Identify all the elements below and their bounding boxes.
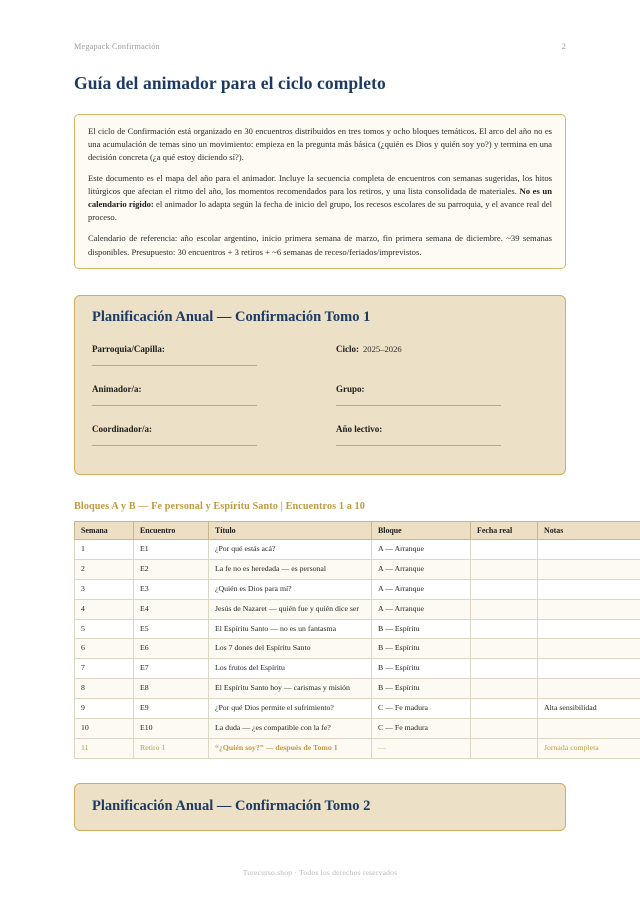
column-header-bloque: Bloque: [372, 521, 471, 539]
column-header-fecha-real: Fecha real: [471, 521, 538, 539]
cell-semana: 8: [75, 679, 134, 699]
schedule-table-body: [75, 539, 640, 758]
field-ano-lectivo-rule: [336, 445, 501, 446]
cell-encuentro: E10: [134, 719, 209, 739]
intro-paragraph-2-emphasis: No es un calendario rígido:: [88, 186, 552, 210]
cell-fecha-real[interactable]: [471, 559, 538, 579]
field-coordinador[interactable]: [92, 419, 304, 449]
table-header-row: [75, 521, 640, 539]
table-row: [75, 679, 640, 699]
cell-semana: 1: [75, 539, 134, 559]
cell-bloque: A — Arranque: [372, 539, 471, 559]
cell-notas[interactable]: [538, 579, 640, 599]
cell-fecha-real[interactable]: [471, 639, 538, 659]
schedule-table: [74, 521, 640, 759]
field-ciclo-rule: [336, 365, 501, 366]
cell-fecha-real[interactable]: [471, 699, 538, 719]
cell-titulo: El Espíritu Santo hoy — carismas y misión: [209, 679, 372, 699]
table-row: [75, 579, 640, 599]
cell-encuentro: E1: [134, 539, 209, 559]
intro-paragraph-1-text: El ciclo de Confirmación está organizado en 30 encuentros distribuidos en tres tomos y ocho bloques temáticos. El arco del año no es una acumulación de temas sino un movimiento: empieza en la pregunta más básica (¿quién es Dios y quién soy yo?) y termina en una decisión concreta (¿a qué estoy diciendo sí?).: [88, 126, 552, 163]
running-header-title: Megapack Confirmación: [74, 42, 160, 51]
field-ano-lectivo-label: Año lectivo:: [336, 423, 383, 434]
cell-bloque: A — Arranque: [372, 579, 471, 599]
cell-semana: 10: [75, 719, 134, 739]
cell-titulo: ¿Quién es Dios para mí?: [209, 579, 372, 599]
cell-bloque: B — Espíritu: [372, 659, 471, 679]
running-header: [74, 42, 566, 51]
cell-notas[interactable]: Alta sensibilidad: [538, 699, 640, 719]
field-ciclo-value: 2025–2026: [363, 343, 402, 354]
cell-semana: 7: [75, 659, 134, 679]
cell-fecha-real[interactable]: [471, 719, 538, 739]
cell-notas[interactable]: [538, 719, 640, 739]
cell-semana: 6: [75, 639, 134, 659]
cell-titulo: Los 7 dones del Espíritu Santo: [209, 639, 372, 659]
cell-bloque: B — Espíritu: [372, 639, 471, 659]
cell-encuentro: E8: [134, 679, 209, 699]
table-row: [75, 639, 640, 659]
field-parroquia[interactable]: [92, 339, 304, 369]
cell-encuentro: E4: [134, 599, 209, 619]
cell-semana: 11: [75, 739, 134, 759]
cell-semana: 4: [75, 599, 134, 619]
cell-bloque: B — Espíritu: [372, 679, 471, 699]
cell-notas[interactable]: [538, 619, 640, 639]
cell-bloque: C — Fe madura: [372, 699, 471, 719]
page-title: Guía del animador para el ciclo completo: [74, 73, 386, 93]
table-row: [75, 619, 640, 639]
cell-fecha-real[interactable]: [471, 679, 538, 699]
field-animador-label: Animador/a:: [92, 383, 142, 394]
cell-titulo: “¿Quién soy?” — después de Tomo 1: [209, 739, 372, 759]
field-coordinador-label: Coordinador/a:: [92, 423, 153, 434]
cell-notas[interactable]: Jornada completa: [538, 739, 640, 759]
cell-notas[interactable]: [538, 599, 640, 619]
cell-fecha-real[interactable]: [471, 579, 538, 599]
field-grupo-label: Grupo:: [336, 383, 365, 394]
planning-card-fields-grid: [92, 339, 548, 459]
cell-encuentro: E3: [134, 579, 209, 599]
cell-fecha-real[interactable]: [471, 619, 538, 639]
cell-notas[interactable]: [538, 559, 640, 579]
table-row: [75, 599, 640, 619]
cell-bloque: A — Arranque: [372, 599, 471, 619]
column-header-notas: Notas: [538, 521, 640, 539]
field-coordinador-rule: [92, 445, 257, 446]
table-row: [75, 559, 640, 579]
table-row: [75, 659, 640, 679]
page-footer: Turecurso.shop · Todos los derechos reservados: [242, 868, 398, 877]
cell-bloque: B — Espíritu: [372, 619, 471, 639]
planning-card-tomo-1: [74, 295, 566, 475]
cell-semana: 5: [75, 619, 134, 639]
table-row: [75, 699, 640, 719]
cell-notas[interactable]: [538, 539, 640, 559]
table-row: [75, 739, 640, 759]
intro-paragraph-1: [88, 125, 552, 164]
field-grupo-rule: [336, 405, 501, 406]
cell-fecha-real[interactable]: [471, 539, 538, 559]
intro-paragraph-2-lead: Este documento es el mapa del año para el animador. Incluye la secuencia completa de encuentros con semanas sugeridas, los hitos litúrgicos que afectan el ritmo del año, los momentos recomendados para los retiros, y una lista consolidada de materiales.: [88, 173, 552, 197]
cell-semana: 2: [75, 559, 134, 579]
table-row: [75, 719, 640, 739]
cell-bloque: C — Fe madura: [372, 719, 471, 739]
cell-encuentro: Retiro 1: [134, 739, 209, 759]
cell-titulo: La duda — ¿es compatible con la fe?: [209, 719, 372, 739]
intro-callout-box: [74, 114, 566, 269]
cell-titulo: ¿Por qué estás acá?: [209, 539, 372, 559]
cell-semana: 9: [75, 699, 134, 719]
cell-titulo: Los frutos del Espíritu: [209, 659, 372, 679]
field-ano-lectivo[interactable]: [336, 419, 548, 449]
intro-paragraph-2-tail: el animador lo adapta según la fecha de inicio del grupo, los recesos escolares de su parroquia, y el avance real del proceso.: [88, 199, 552, 223]
field-animador-rule: [92, 405, 257, 406]
cell-encuentro: E9: [134, 699, 209, 719]
intro-paragraph-3: [88, 232, 552, 258]
cell-bloque: A — Arranque: [372, 559, 471, 579]
table-row: [75, 539, 640, 559]
cell-semana: 3: [75, 579, 134, 599]
cell-encuentro: E2: [134, 559, 209, 579]
cell-titulo: Jesús de Nazaret — quién fue y quién dice ser: [209, 599, 372, 619]
cell-fecha-real[interactable]: [471, 739, 538, 759]
field-parroquia-rule: [92, 365, 257, 366]
cell-titulo: La fe no es heredada — es personal: [209, 559, 372, 579]
cell-bloque: —: [372, 739, 471, 759]
cell-fecha-real[interactable]: [471, 599, 538, 619]
column-header-semana: Semana: [75, 521, 134, 539]
field-parroquia-label: Parroquia/Capilla:: [92, 343, 165, 354]
field-grupo[interactable]: [336, 379, 548, 409]
field-ciclo[interactable]: [336, 339, 548, 369]
planning-card-tomo-2: [74, 783, 566, 831]
cell-encuentro: E5: [134, 619, 209, 639]
schedule-table-head: [75, 521, 640, 539]
column-header-encuentro: Encuentro: [134, 521, 209, 539]
cell-encuentro: E6: [134, 639, 209, 659]
cell-notas[interactable]: [538, 639, 640, 659]
schedule-section-heading: Bloques A y B — Fe personal y Espíritu Santo | Encuentros 1 a 10: [74, 500, 365, 512]
page-number: 2: [561, 42, 566, 51]
planning-card-tomo-1-title: Planificación Anual — Confirmación Tomo 1: [92, 308, 371, 325]
cell-titulo: El Espíritu Santo — no es un fantasma: [209, 619, 372, 639]
cell-encuentro: E7: [134, 659, 209, 679]
column-header-titulo: Título: [209, 521, 372, 539]
planning-card-tomo-2-title: Planificación Anual — Confirmación Tomo 2: [92, 797, 371, 814]
cell-fecha-real[interactable]: [471, 659, 538, 679]
cell-notas[interactable]: [538, 679, 640, 699]
cell-titulo: ¿Por qué Dios permite el sufrimiento?: [209, 699, 372, 719]
field-animador[interactable]: [92, 379, 304, 409]
intro-paragraph-3-text: Calendario de referencia: año escolar argentino, inicio primera semana de marzo, fin primera semana de diciembre. ~39 semanas disponibles. Presupuesto: 30 encuentros + 3 retiros + ~6 semanas de receso/feriados/imprevistos.: [88, 233, 552, 257]
intro-paragraph-2: [88, 172, 552, 224]
field-ciclo-label: Ciclo:: [336, 343, 359, 354]
cell-notas[interactable]: [538, 659, 640, 679]
